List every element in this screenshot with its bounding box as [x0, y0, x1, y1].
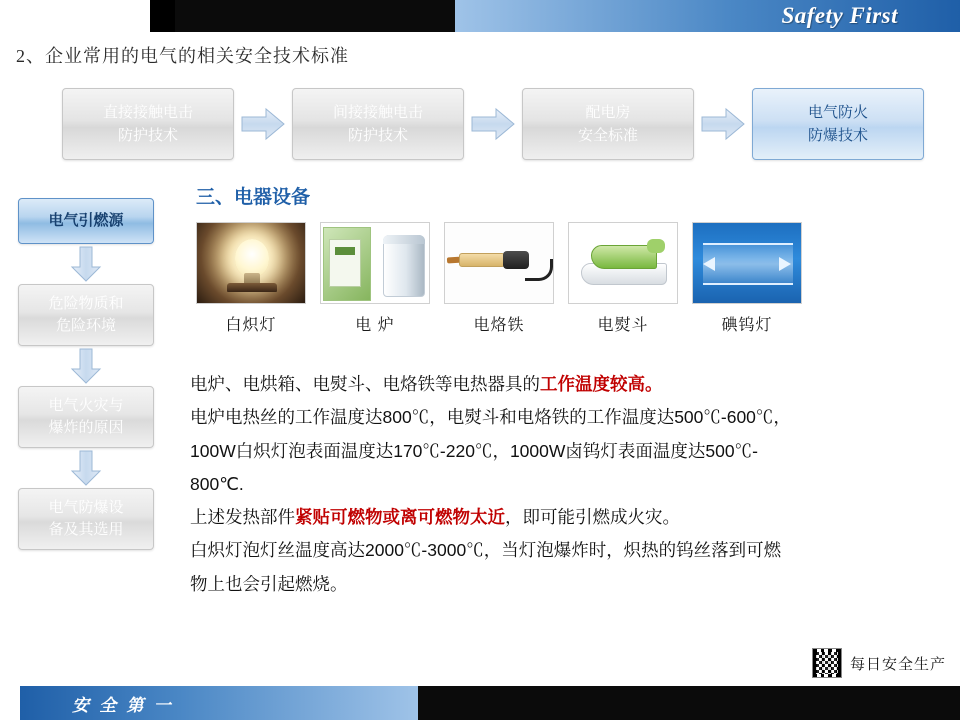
device-label: 电 炉 [355, 317, 395, 334]
qr-code-icon [812, 648, 842, 678]
device-label: 电熨斗 [597, 317, 649, 334]
electric-stove-image [320, 222, 430, 304]
body-text [190, 368, 930, 601]
flow-box-distribution-room[interactable] [522, 88, 694, 160]
top-bar-black-segment-left [150, 0, 175, 32]
footer-black-segment [418, 686, 960, 720]
text-run: 白炽灯泡灯丝温度高达2000℃-3000℃，当灯泡爆炸时，炽热的钨丝落到可燃 [190, 540, 782, 561]
down-arrow-icon [18, 346, 154, 386]
device-item-soldering-iron [444, 222, 554, 335]
paragraph-1 [190, 368, 930, 401]
text-run: 上述发热部件 [190, 507, 295, 527]
device-item-electric-iron [568, 222, 678, 335]
flow-box-line2: 安全标准 [577, 127, 638, 144]
chain-item-explosion-proof-equipment[interactable] [18, 488, 154, 550]
flow-box-indirect-contact[interactable] [292, 88, 464, 160]
chain-item-line1: 电气防爆设 [48, 499, 124, 517]
page-title: 2、企业常用的电气的相关安全技术标准 [16, 46, 349, 66]
paragraph-3 [190, 435, 930, 468]
qr-label: 每日安全生产 [849, 655, 946, 673]
paragraph-4 [190, 468, 930, 501]
text-run: 物上也会引起燃烧。 [190, 573, 348, 594]
flow-box-direct-contact[interactable] [62, 88, 234, 160]
paragraph-2 [190, 401, 930, 434]
top-bar [0, 0, 960, 32]
left-chain-nav [18, 198, 158, 550]
down-arrow-icon [18, 244, 154, 284]
chain-item-line2: 备及其选用 [48, 521, 124, 538]
electric-iron-image [568, 222, 678, 304]
device-item-incandescent-lamp [196, 222, 306, 335]
header-title: Safety First [781, 3, 898, 28]
flow-box-line2: 防爆技术 [807, 127, 868, 144]
iodine-tungsten-lamp-image [692, 222, 802, 304]
device-label: 碘钨灯 [721, 317, 773, 334]
chain-item-line2: 爆炸的原因 [48, 419, 124, 436]
text-run: 100W白炽灯泡表面温度达170℃-220℃，1000W卤钨灯表面温度达500℃- [190, 440, 758, 461]
chain-item-fire-explosion-causes[interactable] [18, 386, 154, 448]
device-item-iodine-tungsten-lamp [692, 222, 802, 335]
flow-box-line1: 电气防火 [807, 103, 868, 121]
right-arrow-icon [240, 106, 286, 142]
top-bar-black-segment [175, 0, 455, 32]
paragraph-6 [190, 534, 930, 567]
device-item-electric-stove [320, 222, 430, 335]
right-arrow-icon [700, 106, 746, 142]
flow-box-line1: 直接接触电击 [102, 103, 193, 121]
device-gallery [196, 222, 802, 335]
paragraph-7 [190, 568, 930, 601]
flow-box-line2: 防护技术 [347, 127, 408, 144]
flow-box-line1: 配电房 [585, 103, 631, 121]
text-run: ，即可能引燃成火灾。 [505, 507, 680, 527]
paragraph-5 [190, 501, 930, 534]
top-bar-white-segment [0, 0, 150, 32]
device-label: 白炽灯 [225, 317, 277, 334]
top-bar-gradient-segment [455, 0, 960, 32]
right-arrow-icon [470, 106, 516, 142]
soldering-iron-image [444, 222, 554, 304]
device-label: 电烙铁 [473, 317, 525, 334]
chain-item-line1: 电气火灾与 [48, 397, 124, 415]
chain-item-hazardous-substance[interactable] [18, 284, 154, 346]
text-run: 电炉电热丝的工作温度达800℃，电熨斗和电烙铁的工作温度达500℃-600℃， [190, 407, 791, 428]
highlight-run: 工作温度较高。 [540, 374, 663, 394]
chain-item-line1: 危险物质和 [48, 295, 124, 313]
qr-block [812, 648, 946, 678]
text-run: 电炉、电烘箱、电熨斗、电烙铁等电热器具的 [190, 374, 540, 394]
flow-box-line1: 间接接触电击 [332, 103, 423, 121]
flow-box-line2: 防护技术 [117, 127, 178, 144]
flow-box-fire-explosion-protection[interactable] [752, 88, 924, 160]
chain-item-ignition-source[interactable] [18, 198, 154, 244]
incandescent-lamp-image [196, 222, 306, 304]
down-arrow-icon [18, 448, 154, 488]
footer-bar [0, 686, 960, 720]
chain-item-line1: 电气引燃源 [48, 212, 124, 230]
chain-item-line2: 危险环境 [55, 317, 116, 334]
footer-title: 安 全 第 一 [72, 695, 174, 715]
highlight-run: 紧贴可燃物或离可燃物太近 [295, 507, 505, 527]
text-run: 800℃. [190, 473, 244, 494]
standards-flow [62, 88, 924, 160]
footer-blue-segment [20, 686, 418, 720]
section-subtitle: 三、电器设备 [196, 187, 311, 208]
footer-white-segment [0, 686, 20, 720]
